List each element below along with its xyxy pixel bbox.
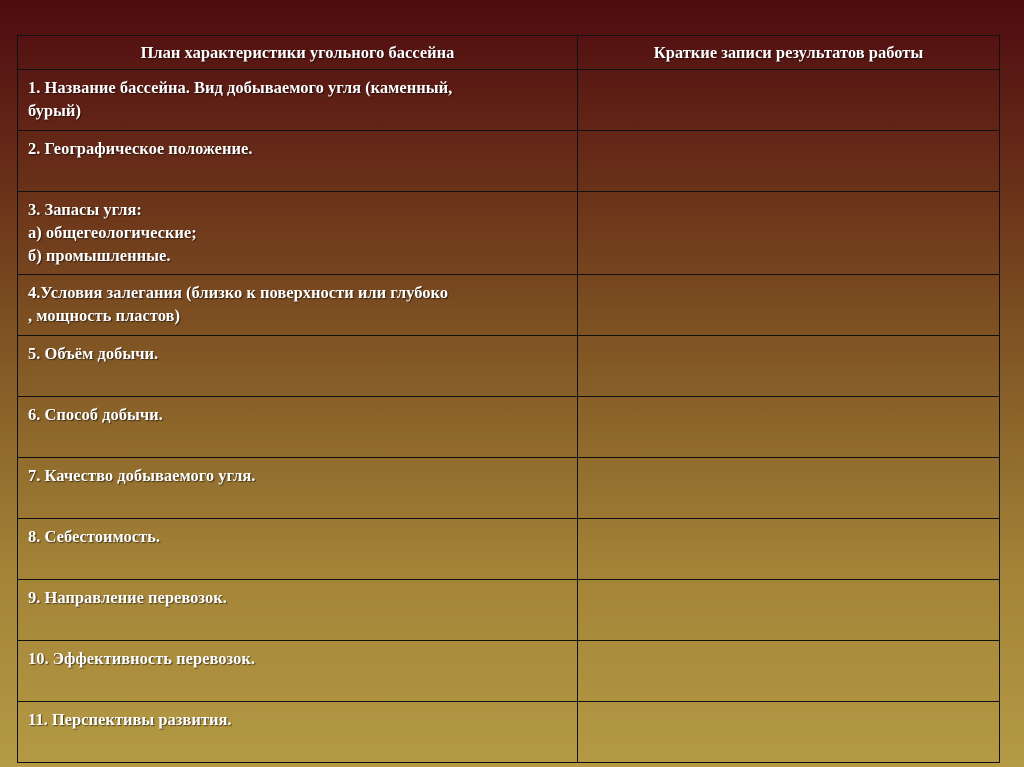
criterion-cell: [18, 641, 578, 702]
criterion-cell: [18, 275, 578, 336]
notes-cell[interactable]: [578, 397, 1000, 458]
criterion-text: 8. Себестоимость.: [28, 527, 161, 546]
table-row: [18, 70, 1000, 131]
notes-cell[interactable]: [578, 458, 1000, 519]
notes-cell[interactable]: [578, 641, 1000, 702]
criterion-text: а) общегеологические;: [28, 223, 197, 242]
notes-cell[interactable]: [578, 275, 1000, 336]
criterion-text: 5. Объём добычи.: [28, 344, 159, 363]
criterion-cell: [18, 580, 578, 641]
criterion-text: 9. Направление перевозок.: [28, 588, 227, 607]
criterion-cell: [18, 702, 578, 763]
notes-cell[interactable]: [578, 192, 1000, 275]
criterion-text: 2. Географическое положение.: [28, 139, 253, 158]
header-plan: План характеристики угольного бассейна: [18, 36, 578, 70]
coal-basin-plan-table: [17, 35, 1000, 763]
criterion-text: 10. Эффективность перевозок.: [28, 649, 255, 668]
table-row: [18, 192, 1000, 275]
criterion-cell: [18, 70, 578, 131]
table-row: [18, 702, 1000, 763]
notes-cell[interactable]: [578, 702, 1000, 763]
notes-cell[interactable]: [578, 580, 1000, 641]
criterion-cell: [18, 519, 578, 580]
criterion-text: 7. Качество добываемого угля.: [28, 466, 256, 485]
table-row: [18, 458, 1000, 519]
header-notes: Краткие записи результатов работы: [578, 36, 1000, 70]
table-row: [18, 397, 1000, 458]
table-row: [18, 641, 1000, 702]
criterion-text: , мощность пластов): [28, 306, 180, 325]
notes-cell[interactable]: [578, 336, 1000, 397]
table-row: [18, 580, 1000, 641]
header-row: [18, 36, 1000, 70]
criterion-text: 1. Название бассейна. Вид добываемого угля (каменный,: [28, 78, 453, 97]
table-row: [18, 519, 1000, 580]
criterion-cell: [18, 397, 578, 458]
criterion-cell: [18, 336, 578, 397]
notes-cell[interactable]: [578, 131, 1000, 192]
criterion-cell: [18, 192, 578, 275]
criterion-text: бурый): [28, 101, 81, 120]
criterion-text: б) промышленные.: [28, 246, 171, 265]
notes-cell[interactable]: [578, 519, 1000, 580]
criterion-text: 6. Способ добычи.: [28, 405, 163, 424]
criterion-text: 3. Запасы угля:: [28, 200, 142, 219]
criterion-cell: [18, 131, 578, 192]
table-row: [18, 336, 1000, 397]
notes-cell[interactable]: [578, 70, 1000, 131]
criterion-text: 4.Условия залегания (близко к поверхности или глубоко: [28, 283, 449, 302]
criterion-cell: [18, 458, 578, 519]
table-row: [18, 131, 1000, 192]
criterion-text: 11. Перспективы развития.: [28, 710, 232, 729]
table-row: [18, 275, 1000, 336]
